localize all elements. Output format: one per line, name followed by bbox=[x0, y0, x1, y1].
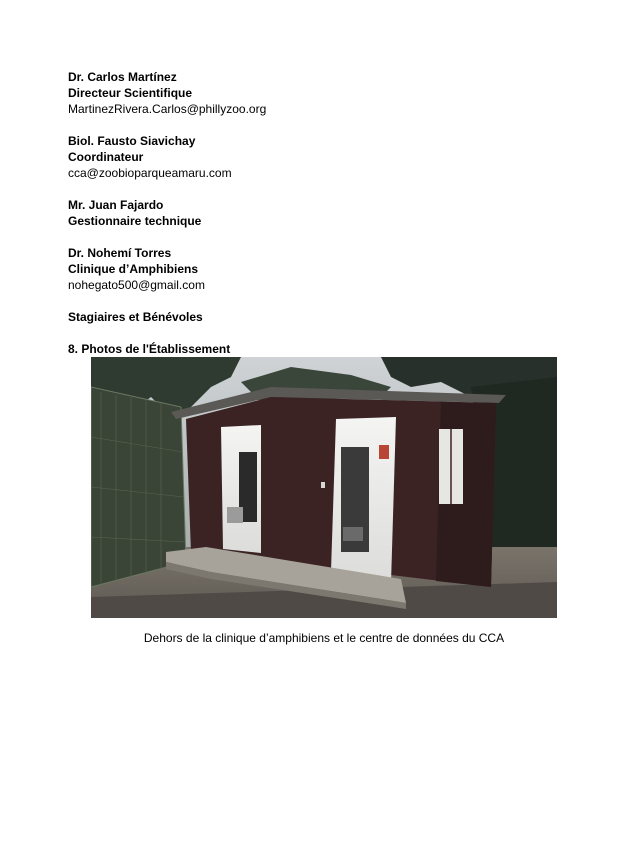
contact-juan-fajardo bbox=[68, 197, 588, 229]
contact-role: Directeur Scientifique bbox=[68, 86, 193, 100]
contact-fausto-siavichay bbox=[68, 133, 588, 181]
contact-carlos-martinez bbox=[68, 69, 588, 117]
contact-name: Dr. Nohemí Torres bbox=[68, 246, 172, 260]
facility-photo bbox=[91, 357, 557, 618]
contact-email: cca@zoobioparqueamaru.com bbox=[68, 166, 232, 180]
interns-heading: Stagiaires et Bénévoles bbox=[68, 310, 203, 324]
photos-heading: 8. Photos de l'Établissement bbox=[68, 342, 231, 356]
contact-role: Coordinateur bbox=[68, 150, 144, 164]
photo-caption: Dehors de la clinique d’amphibiens et le centre de données du CCA bbox=[143, 631, 505, 645]
contact-role: Clinique d’Amphibiens bbox=[68, 262, 199, 276]
contact-name: Dr. Carlos Martínez bbox=[68, 70, 177, 84]
contact-role: Gestionnaire technique bbox=[68, 214, 202, 228]
contact-nohemi-torres bbox=[68, 245, 588, 293]
contact-email: nohegato500@gmail.com bbox=[68, 278, 205, 292]
contact-list bbox=[68, 69, 588, 373]
contact-email: MartinezRivera.Carlos@phillyzoo.org bbox=[68, 102, 267, 116]
contact-name: Biol. Fausto Siavichay bbox=[68, 134, 196, 148]
contact-name: Mr. Juan Fajardo bbox=[68, 198, 164, 212]
